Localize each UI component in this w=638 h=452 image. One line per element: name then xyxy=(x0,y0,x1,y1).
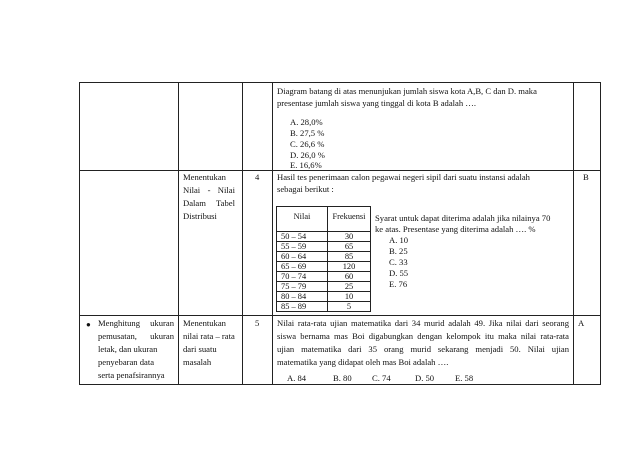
table-cell-range: 80 – 84 xyxy=(277,292,328,302)
table-cell-frequency: 10 xyxy=(328,292,371,302)
row2-option-e: E. 76 xyxy=(389,279,408,289)
col-border-right xyxy=(600,82,601,385)
table-top-border xyxy=(79,82,600,83)
table-cell-range: 65 – 69 xyxy=(277,262,328,272)
row2-option-c: C. 33 xyxy=(389,257,408,267)
row2-question-line1: Hasil tes penerimaan calon pegawai negeri sipil dari suatu instansi adalah xyxy=(277,172,530,182)
table-cell-frequency: 85 xyxy=(328,252,371,262)
col-border-3 xyxy=(242,82,243,385)
row3-competency-line5: serta penafsirannya xyxy=(98,370,165,380)
row1-option-d: D. 26,0 % xyxy=(290,150,325,160)
col-border-5 xyxy=(573,82,574,385)
bullet-icon: ● xyxy=(86,320,91,329)
table-row xyxy=(277,242,371,252)
table-cell-range: 75 – 79 xyxy=(277,282,328,292)
row3-competency xyxy=(98,317,174,382)
table-cell-range: 60 – 64 xyxy=(277,252,328,262)
row1-option-a: A. 28,0% xyxy=(290,117,323,127)
row2-indicator-line3: Dalam Tabel xyxy=(183,198,235,208)
row-divider-2 xyxy=(79,315,600,316)
table-cell-range: 70 – 74 xyxy=(277,272,328,282)
row3-option-b: B. 80 xyxy=(333,373,352,383)
col-border-left xyxy=(79,82,80,385)
frequency-table-header xyxy=(277,207,371,232)
row3-option-c: C. 74 xyxy=(372,373,391,383)
row3-competency-line2: pemusatan, ukuran xyxy=(98,331,174,341)
col-border-2 xyxy=(178,82,179,385)
col-border-4 xyxy=(272,82,273,385)
row1-question-line2: presentase jumlah siswa yang tinggal di kota B adalah …. xyxy=(277,98,477,108)
row3-question-line1: Nilai rata-rata ujian matematika dari 34 murid adalah 49. Jika nilai dari seorang xyxy=(277,318,569,328)
table-row xyxy=(277,252,371,262)
row2-answer: B xyxy=(583,172,589,182)
row2-condition-line2: ke atas. Presentase yang diterima adalah …. % xyxy=(375,224,536,234)
row2-number: 4 xyxy=(255,172,260,182)
table-cell-frequency: 120 xyxy=(328,262,371,272)
row3-indicator-line4: masalah xyxy=(183,357,212,367)
row1-option-b: B. 27,5 % xyxy=(290,128,325,138)
table-row xyxy=(277,232,371,242)
row3-competency-line4: penyebaran data xyxy=(98,357,155,367)
table-cell-range: 85 – 89 xyxy=(277,302,328,312)
header-nilai: Nilai xyxy=(277,207,328,232)
row2-option-a: A. 10 xyxy=(389,235,409,245)
row2-option-d: D. 55 xyxy=(389,268,409,278)
row3-answer: A xyxy=(578,318,585,328)
row1-option-c: C. 26,6 % xyxy=(290,139,325,149)
row2-option-b: B. 25 xyxy=(389,246,408,256)
row3-question-line2: siswa bernama mas Boi digabungkan dengan kelompok itu maka nilai rata-rata xyxy=(277,331,569,341)
table-cell-frequency: 30 xyxy=(328,232,371,242)
table-cell-range: 55 – 59 xyxy=(277,242,328,252)
row3-competency-line3: letak, dan ukuran xyxy=(98,344,158,354)
row3-question xyxy=(277,317,569,369)
table-cell-frequency: 65 xyxy=(328,242,371,252)
row3-indicator xyxy=(183,317,239,369)
row3-indicator-line2: nilai rata – rata xyxy=(183,331,235,341)
row3-question-line3: ujian matematika dari 35 orang murid sekarang menjadi 50. Nilai ujian xyxy=(277,344,569,354)
table-row xyxy=(277,282,371,292)
frequency-table xyxy=(276,206,371,312)
row3-indicator-line1: Menentukan xyxy=(183,318,226,328)
table-cell-range: 50 – 54 xyxy=(277,232,328,242)
row1-question-line1: Diagram batang di atas menunjukan jumlah siswa kota A,B, C dan D. maka xyxy=(277,86,537,96)
table-cell-frequency: 60 xyxy=(328,272,371,282)
row3-indicator-line3: dari suatu xyxy=(183,344,217,354)
header-frekuensi: Frekuensi xyxy=(328,207,371,232)
row-divider-1 xyxy=(79,170,600,171)
table-row xyxy=(277,262,371,272)
row3-competency-line1: Menghitung ukuran xyxy=(98,318,174,328)
table-row xyxy=(277,302,371,312)
row2-indicator-line1: Menentukan xyxy=(183,172,226,182)
row3-option-e: E. 58 xyxy=(455,373,474,383)
row2-indicator-line4: Distribusi xyxy=(183,211,217,221)
row3-number: 5 xyxy=(255,318,260,328)
table-row xyxy=(277,272,371,282)
table-cell-frequency: 25 xyxy=(328,282,371,292)
table-bottom-border xyxy=(79,384,600,385)
row2-question-line2: sebagai berikut : xyxy=(277,184,334,194)
row2-indicator-line2: Nilai - Nilai xyxy=(183,185,235,195)
row2-indicator xyxy=(183,171,235,223)
row3-option-a: A. 84 xyxy=(287,373,307,383)
row3-question-line4: matematika yang didapat oleh mas Boi adalah …. xyxy=(277,357,449,367)
row2-condition-line1: Syarat untuk dapat diterima adalah jika nilainya 70 xyxy=(375,213,551,223)
table-row xyxy=(277,292,371,302)
row1-option-e: E. 16,6% xyxy=(290,160,322,170)
row3-option-d: D. 50 xyxy=(415,373,435,383)
table-cell-frequency: 5 xyxy=(328,302,371,312)
